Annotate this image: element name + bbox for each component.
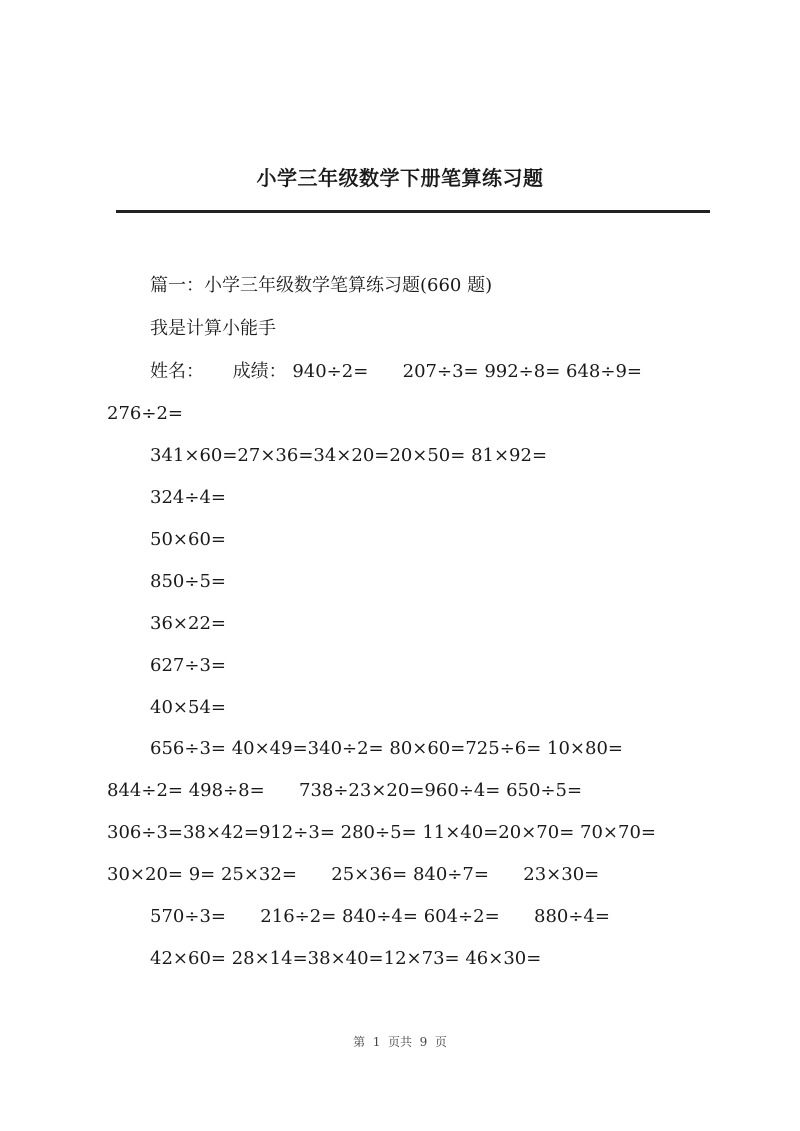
document-title: 小学三年级数学下册笔算练习题 — [256, 166, 544, 190]
exercise-line: 570÷3= 216÷2= 840÷4= 604÷2= 880÷4= — [150, 906, 610, 927]
exercise-line: 850÷5= — [150, 571, 226, 592]
section-heading: 篇一：小学三年级数学笔算练习题(660 题) — [150, 275, 493, 296]
page-footer: 第 1 页共 9 页 — [353, 1035, 447, 1049]
exercise-line: 306÷3=38×42=912÷3= 280÷5= 11×40=20×70= 70×70= — [107, 822, 656, 843]
title-divider — [116, 210, 710, 213]
exercise-line: 36×22= — [150, 613, 226, 634]
exercise-line: 656÷3= 40×49=340÷2= 80×60=725÷6= 10×80= — [150, 738, 624, 759]
exercise-line: 50×60= — [150, 529, 226, 550]
exercise-line: 627÷3= — [150, 655, 226, 676]
exercise-line: 40×54= — [150, 697, 226, 718]
exercise-line: 341×60=27×36=34×20=20×50= 81×92= — [150, 445, 548, 466]
exercise-line: 30×20= 9= 25×32= 25×36= 840÷7= 23×30= — [107, 864, 600, 885]
exercise-line: 844÷2= 498÷8= 738÷23×20=960÷4= 650÷5= — [107, 780, 583, 801]
exercise-line: 324÷4= — [150, 487, 226, 508]
subtitle-line: 我是计算小能手 — [150, 318, 276, 339]
name-score-line: 姓名： 成绩： 940÷2= 207÷3= 992÷8= 648÷9= — [150, 361, 642, 382]
exercise-line: 276÷2= — [107, 403, 183, 424]
exercise-line: 42×60= 28×14=38×40=12×73= 46×30= — [150, 948, 542, 969]
